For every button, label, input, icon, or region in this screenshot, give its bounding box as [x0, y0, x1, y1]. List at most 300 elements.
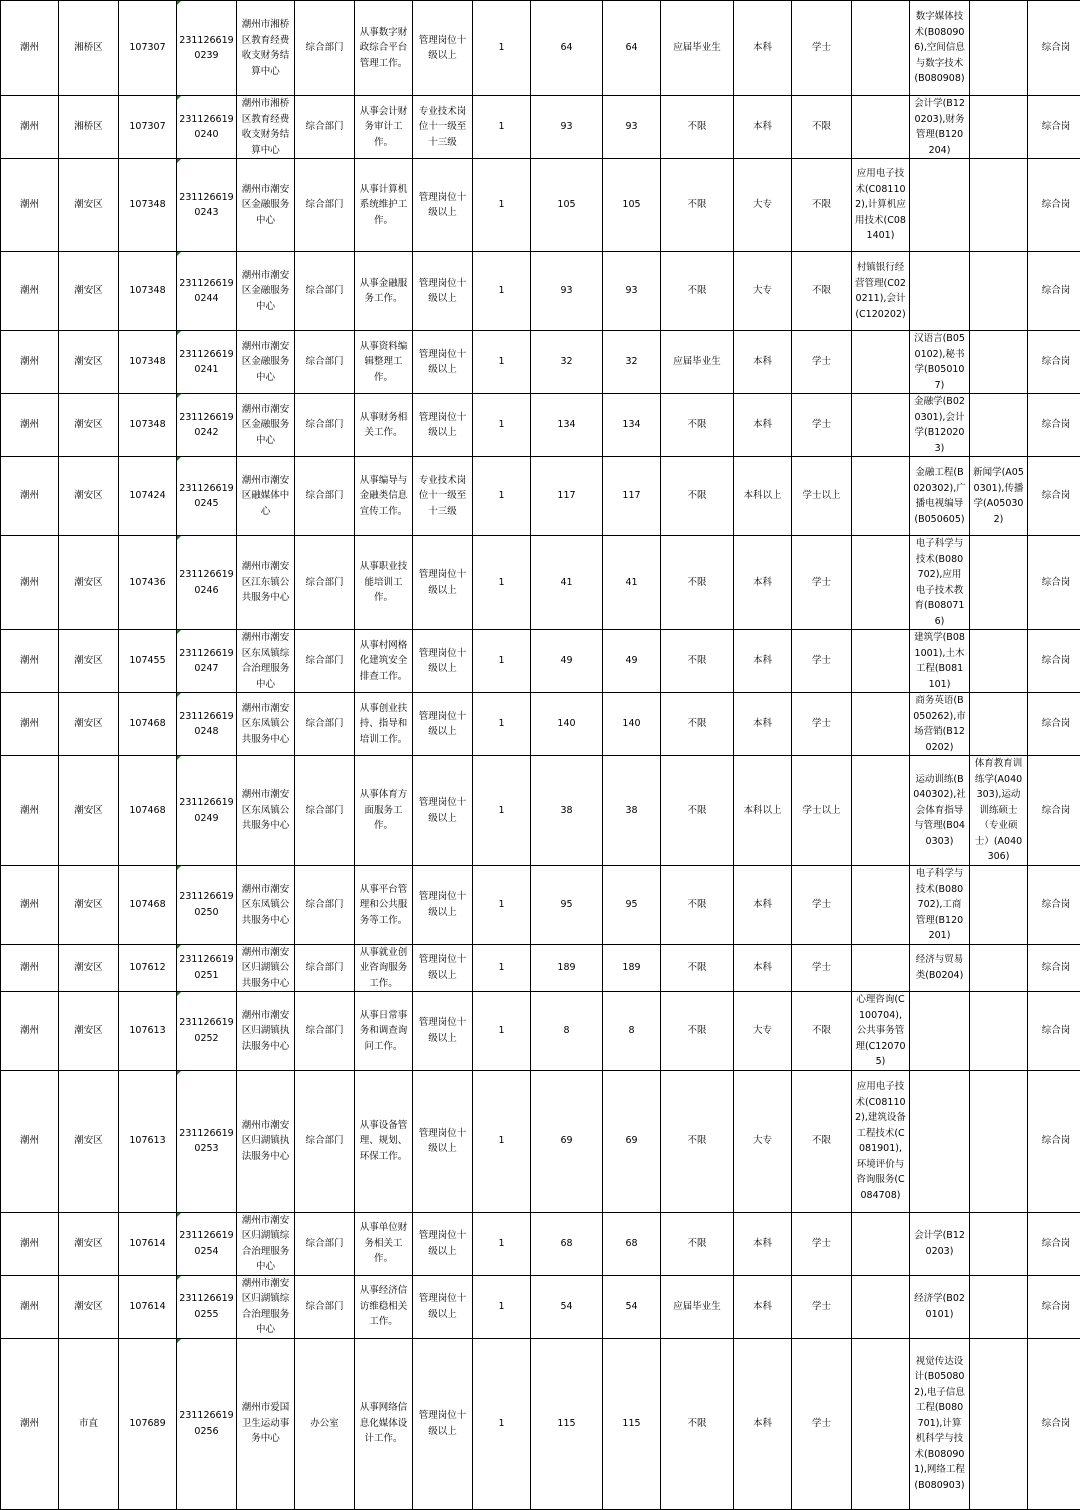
cell-major-b: 视觉传达设计(B050802),电子信息工程(B080701),计算机科学与技术(B080901),网络工程(B080903)	[910, 1338, 970, 1509]
cell-position-code: 2311266190244	[177, 252, 237, 331]
table-row	[1, 252, 1080, 331]
cell-duty: 从事财务相关工作。	[355, 394, 413, 457]
cell-district: 湘桥区	[59, 1, 119, 96]
cell-major-b: 会计学(B120203),财务管理(B120204)	[910, 96, 970, 159]
cell-exam: 综合岗	[1028, 693, 1080, 756]
cell-major-a	[970, 252, 1028, 331]
cell-c1: 8	[531, 992, 603, 1071]
cell-c2: 68	[603, 1212, 661, 1275]
cell-duty: 从事单位财务相关工作。	[355, 1212, 413, 1275]
cell-dept: 综合部门	[295, 96, 355, 159]
cell-degree: 不限	[792, 252, 852, 331]
cell-major-b	[910, 252, 970, 331]
cell-count: 1	[473, 394, 531, 457]
cell-count: 1	[473, 630, 531, 693]
table-row	[1, 394, 1080, 457]
cell-post-type: 专业技术岗位十一级至十三级	[413, 96, 473, 159]
cell-edu: 大专	[734, 252, 792, 331]
cell-edu: 本科	[734, 536, 792, 630]
cell-degree: 学士	[792, 630, 852, 693]
cell-post-type: 管理岗位十级以上	[413, 1338, 473, 1509]
cell-city: 潮州	[1, 331, 59, 394]
cell-post-type: 管理岗位十级以上	[413, 693, 473, 756]
cell-dept: 综合部门	[295, 944, 355, 992]
cell-unit-name: 潮州市潮安区东凤镇公共服务中心	[237, 693, 295, 756]
cell-unit-code: 107468	[119, 756, 177, 866]
cell-district: 潮安区	[59, 159, 119, 252]
cell-unit-code: 107307	[119, 96, 177, 159]
cell-count: 1	[473, 536, 531, 630]
cell-post-type: 管理岗位十级以上	[413, 536, 473, 630]
cell-c1: 41	[531, 536, 603, 630]
cell-unit-code: 107348	[119, 159, 177, 252]
cell-unit-name: 潮州市潮安区金融服务中心	[237, 159, 295, 252]
cell-major-b	[910, 1070, 970, 1212]
cell-target: 不限	[661, 1070, 734, 1212]
cell-district: 潮安区	[59, 331, 119, 394]
cell-major-c	[852, 96, 910, 159]
cell-post-type: 管理岗位十级以上	[413, 394, 473, 457]
cell-c2: 117	[603, 457, 661, 536]
cell-duty: 从事日常事务和调查询问工作。	[355, 992, 413, 1071]
table-row	[1, 1338, 1080, 1509]
cell-exam: 综合岗	[1028, 1212, 1080, 1275]
cell-major-b: 电子科学与技术(B080702),应用电子技术教育(B080716)	[910, 536, 970, 630]
cell-duty: 从事数字财政综合平台管理工作。	[355, 1, 413, 96]
cell-major-a	[970, 992, 1028, 1071]
cell-major-b: 会计学(B120203)	[910, 1212, 970, 1275]
cell-major-c	[852, 866, 910, 945]
cell-duty: 从事创业扶持、指导和培训工作。	[355, 693, 413, 756]
cell-degree: 学士以上	[792, 457, 852, 536]
cell-duty: 从事村网格化建筑安全排查工作。	[355, 630, 413, 693]
cell-degree: 学士	[792, 693, 852, 756]
cell-unit-name: 潮州市潮安区归湖镇执法服务中心	[237, 1070, 295, 1212]
cell-c1: 32	[531, 331, 603, 394]
cell-city: 潮州	[1, 1070, 59, 1212]
cell-city: 潮州	[1, 992, 59, 1071]
cell-c2: 115	[603, 1338, 661, 1509]
cell-count: 1	[473, 992, 531, 1071]
cell-unit-code: 107614	[119, 1212, 177, 1275]
cell-count: 1	[473, 96, 531, 159]
cell-dept: 综合部门	[295, 1, 355, 96]
cell-district: 潮安区	[59, 944, 119, 992]
cell-city: 潮州	[1, 1, 59, 96]
cell-city: 潮州	[1, 536, 59, 630]
cell-target: 不限	[661, 536, 734, 630]
cell-exam: 综合岗	[1028, 992, 1080, 1071]
cell-major-a	[970, 536, 1028, 630]
cell-target: 应届毕业生	[661, 331, 734, 394]
cell-c1: 93	[531, 96, 603, 159]
cell-city: 潮州	[1, 394, 59, 457]
cell-edu: 本科	[734, 1275, 792, 1338]
cell-major-a	[970, 394, 1028, 457]
cell-edu: 本科以上	[734, 457, 792, 536]
cell-exam: 综合岗	[1028, 1338, 1080, 1509]
cell-major-b: 金融学(B020301),会计学(B120203)	[910, 394, 970, 457]
cell-duty: 从事经济信访维稳相关工作。	[355, 1275, 413, 1338]
cell-exam: 综合岗	[1028, 394, 1080, 457]
cell-district: 潮安区	[59, 693, 119, 756]
cell-major-a	[970, 331, 1028, 394]
cell-duty: 从事体育方面服务工作。	[355, 756, 413, 866]
cell-unit-code: 107614	[119, 1275, 177, 1338]
cell-major-b: 数字媒体技术(B080906),空间信息与数字技术(B080908)	[910, 1, 970, 96]
cell-degree: 学士	[792, 331, 852, 394]
cell-c2: 93	[603, 96, 661, 159]
cell-major-a	[970, 1070, 1028, 1212]
cell-target: 不限	[661, 159, 734, 252]
cell-c1: 54	[531, 1275, 603, 1338]
cell-post-type: 专业技术岗位十一级至十三级	[413, 457, 473, 536]
cell-count: 1	[473, 252, 531, 331]
cell-degree: 学士	[792, 536, 852, 630]
cell-c1: 140	[531, 693, 603, 756]
cell-edu: 本科	[734, 944, 792, 992]
cell-position-code: 2311266190252	[177, 992, 237, 1071]
cell-position-code: 2311266190246	[177, 536, 237, 630]
cell-c2: 38	[603, 756, 661, 866]
cell-exam: 综合岗	[1028, 1275, 1080, 1338]
cell-position-code: 2311266190249	[177, 756, 237, 866]
cell-position-code: 2311266190254	[177, 1212, 237, 1275]
cell-edu: 本科	[734, 331, 792, 394]
cell-major-a	[970, 1338, 1028, 1509]
cell-unit-code: 107455	[119, 630, 177, 693]
table-row	[1, 756, 1080, 866]
cell-target: 不限	[661, 457, 734, 536]
cell-edu: 大专	[734, 992, 792, 1071]
cell-unit-code: 107468	[119, 866, 177, 945]
table-row	[1, 331, 1080, 394]
cell-major-c	[852, 1275, 910, 1338]
cell-city: 潮州	[1, 866, 59, 945]
cell-edu: 大专	[734, 1070, 792, 1212]
cell-major-b	[910, 992, 970, 1071]
cell-edu: 本科	[734, 394, 792, 457]
cell-major-c: 应用电子技术(C081102),建筑设备工程技术(C081901),环境评价与咨询服务(C084708)	[852, 1070, 910, 1212]
cell-major-b: 建筑学(B081001),土木工程(B081101)	[910, 630, 970, 693]
cell-major-a	[970, 1212, 1028, 1275]
cell-degree: 学士	[792, 1275, 852, 1338]
cell-city: 潮州	[1, 457, 59, 536]
cell-target: 不限	[661, 630, 734, 693]
cell-c1: 49	[531, 630, 603, 693]
cell-post-type: 管理岗位十级以上	[413, 1, 473, 96]
cell-unit-code: 107612	[119, 944, 177, 992]
cell-dept: 综合部门	[295, 756, 355, 866]
cell-district: 潮安区	[59, 457, 119, 536]
cell-count: 1	[473, 693, 531, 756]
cell-exam: 综合岗	[1028, 944, 1080, 992]
cell-position-code: 2311266190247	[177, 630, 237, 693]
cell-edu: 本科以上	[734, 756, 792, 866]
table-row	[1, 457, 1080, 536]
cell-district: 潮安区	[59, 536, 119, 630]
cell-major-b: 经济与贸易类(B0204)	[910, 944, 970, 992]
cell-c1: 68	[531, 1212, 603, 1275]
cell-c1: 64	[531, 1, 603, 96]
cell-exam: 综合岗	[1028, 536, 1080, 630]
cell-duty: 从事编导与金融类信息宣传工作。	[355, 457, 413, 536]
cell-unit-name: 潮州市潮安区金融服务中心	[237, 252, 295, 331]
cell-duty: 从事计算机系统维护工作。	[355, 159, 413, 252]
cell-district: 潮安区	[59, 252, 119, 331]
cell-unit-name: 潮州市潮安区归湖镇综合治理服务中心	[237, 1275, 295, 1338]
cell-district: 潮安区	[59, 1275, 119, 1338]
cell-c2: 140	[603, 693, 661, 756]
cell-edu: 本科	[734, 1212, 792, 1275]
cell-unit-code: 107689	[119, 1338, 177, 1509]
cell-duty: 从事设备管理、规划、环保工作。	[355, 1070, 413, 1212]
cell-dept: 办公室	[295, 1338, 355, 1509]
cell-unit-name: 潮州市潮安区东凤镇公共服务中心	[237, 756, 295, 866]
cell-unit-name: 潮州市潮安区归湖镇综合治理服务中心	[237, 1212, 295, 1275]
cell-c2: 134	[603, 394, 661, 457]
cell-unit-code: 107613	[119, 992, 177, 1071]
cell-major-b: 汉语言(B050102),秘书学(B050107)	[910, 331, 970, 394]
cell-major-c: 应用电子技术(C081102),计算机应用技术(C081401)	[852, 159, 910, 252]
cell-target: 不限	[661, 756, 734, 866]
cell-edu: 本科	[734, 1338, 792, 1509]
cell-unit-name: 潮州市潮安区江东镇公共服务中心	[237, 536, 295, 630]
cell-major-b: 电子科学与技术(B080702),工商管理(B120201)	[910, 866, 970, 945]
cell-count: 1	[473, 457, 531, 536]
table-row	[1, 866, 1080, 945]
cell-major-c	[852, 331, 910, 394]
cell-position-code: 2311266190242	[177, 394, 237, 457]
cell-duty: 从事职业技能培训工作。	[355, 536, 413, 630]
cell-target: 不限	[661, 394, 734, 457]
cell-dept: 综合部门	[295, 331, 355, 394]
cell-duty: 从事就业创业咨询服务工作。	[355, 944, 413, 992]
cell-city: 潮州	[1, 944, 59, 992]
cell-c2: 49	[603, 630, 661, 693]
cell-degree: 学士	[792, 866, 852, 945]
cell-major-c	[852, 457, 910, 536]
cell-degree: 学士	[792, 1212, 852, 1275]
cell-degree: 不限	[792, 1070, 852, 1212]
cell-major-a	[970, 159, 1028, 252]
cell-position-code: 2311266190256	[177, 1338, 237, 1509]
cell-c1: 134	[531, 394, 603, 457]
cell-exam: 综合岗	[1028, 252, 1080, 331]
cell-count: 1	[473, 1, 531, 96]
cell-target: 不限	[661, 992, 734, 1071]
cell-edu: 本科	[734, 693, 792, 756]
cell-dept: 综合部门	[295, 1275, 355, 1338]
cell-dept: 综合部门	[295, 394, 355, 457]
cell-position-code: 2311266190241	[177, 331, 237, 394]
table-row	[1, 1212, 1080, 1275]
cell-unit-name: 潮州市潮安区金融服务中心	[237, 394, 295, 457]
cell-unit-name: 潮州市湘桥区教育经费收支财务结算中心	[237, 1, 295, 96]
cell-major-a	[970, 944, 1028, 992]
cell-c1: 38	[531, 756, 603, 866]
cell-city: 潮州	[1, 1212, 59, 1275]
cell-target: 不限	[661, 944, 734, 992]
cell-dept: 综合部门	[295, 1212, 355, 1275]
cell-major-a	[970, 693, 1028, 756]
cell-degree: 不限	[792, 992, 852, 1071]
cell-edu: 本科	[734, 630, 792, 693]
cell-unit-code: 107348	[119, 252, 177, 331]
cell-count: 1	[473, 159, 531, 252]
cell-count: 1	[473, 1275, 531, 1338]
cell-count: 1	[473, 1338, 531, 1509]
cell-position-code: 2311266190253	[177, 1070, 237, 1212]
cell-edu: 本科	[734, 866, 792, 945]
cell-target: 应届毕业生	[661, 1, 734, 96]
cell-post-type: 管理岗位十级以上	[413, 630, 473, 693]
cell-position-code: 2311266190248	[177, 693, 237, 756]
cell-post-type: 管理岗位十级以上	[413, 1070, 473, 1212]
table-row	[1, 1275, 1080, 1338]
cell-major-b: 经济学(B020101)	[910, 1275, 970, 1338]
cell-count: 1	[473, 1070, 531, 1212]
cell-exam: 综合岗	[1028, 457, 1080, 536]
cell-target: 不限	[661, 1212, 734, 1275]
cell-c2: 41	[603, 536, 661, 630]
cell-unit-code: 107348	[119, 394, 177, 457]
cell-dept: 综合部门	[295, 693, 355, 756]
cell-major-a	[970, 866, 1028, 945]
cell-degree: 学士	[792, 394, 852, 457]
table-row	[1, 96, 1080, 159]
cell-city: 潮州	[1, 630, 59, 693]
cell-unit-name: 潮州市爱国卫生运动事务中心	[237, 1338, 295, 1509]
cell-exam: 综合岗	[1028, 866, 1080, 945]
cell-c2: 93	[603, 252, 661, 331]
cell-position-code: 2311266190255	[177, 1275, 237, 1338]
table-row	[1, 1070, 1080, 1212]
cell-dept: 综合部门	[295, 159, 355, 252]
cell-major-b	[910, 159, 970, 252]
cell-post-type: 管理岗位十级以上	[413, 756, 473, 866]
cell-c2: 105	[603, 159, 661, 252]
cell-major-a	[970, 1, 1028, 96]
cell-degree: 学士以上	[792, 756, 852, 866]
cell-post-type: 管理岗位十级以上	[413, 992, 473, 1071]
cell-major-c	[852, 1338, 910, 1509]
cell-c2: 95	[603, 866, 661, 945]
cell-major-b: 金融工程(B020302),广播电视编导(B050605)	[910, 457, 970, 536]
cell-c1: 69	[531, 1070, 603, 1212]
cell-edu: 本科	[734, 96, 792, 159]
cell-post-type: 管理岗位十级以上	[413, 866, 473, 945]
cell-degree: 不限	[792, 96, 852, 159]
cell-c2: 69	[603, 1070, 661, 1212]
cell-post-type: 管理岗位十级以上	[413, 1212, 473, 1275]
cell-unit-name: 潮州市湘桥区教育经费收支财务结算中心	[237, 96, 295, 159]
cell-major-c	[852, 630, 910, 693]
cell-c2: 8	[603, 992, 661, 1071]
cell-city: 潮州	[1, 159, 59, 252]
cell-major-c	[852, 394, 910, 457]
cell-major-c	[852, 1, 910, 96]
cell-district: 潮安区	[59, 1070, 119, 1212]
cell-c2: 64	[603, 1, 661, 96]
cell-c2: 189	[603, 944, 661, 992]
cell-duty: 从事网络信息化媒体设计工作。	[355, 1338, 413, 1509]
cell-major-c	[852, 693, 910, 756]
cell-district: 湘桥区	[59, 96, 119, 159]
cell-c1: 95	[531, 866, 603, 945]
cell-district: 潮安区	[59, 630, 119, 693]
cell-unit-code: 107613	[119, 1070, 177, 1212]
cell-city: 潮州	[1, 693, 59, 756]
cell-duty: 从事平台管理和公共服务等工作。	[355, 866, 413, 945]
cell-major-a	[970, 96, 1028, 159]
cell-district: 市直	[59, 1338, 119, 1509]
cell-major-a: 体育教育训练学(A040303),运动训练硕士（专业硕士）(A040306)	[970, 756, 1028, 866]
cell-exam: 综合岗	[1028, 756, 1080, 866]
cell-major-c	[852, 756, 910, 866]
cell-district: 潮安区	[59, 992, 119, 1071]
cell-exam: 综合岗	[1028, 96, 1080, 159]
cell-exam: 综合岗	[1028, 159, 1080, 252]
cell-major-b: 商务英语(B050262),市场营销(B120202)	[910, 693, 970, 756]
cell-unit-name: 潮州市潮安区归湖镇公共服务中心	[237, 944, 295, 992]
cell-position-code: 2311266190239	[177, 1, 237, 96]
cell-unit-code: 107307	[119, 1, 177, 96]
cell-count: 1	[473, 866, 531, 945]
table-body	[1, 1, 1080, 1510]
cell-degree: 学士	[792, 1338, 852, 1509]
table-row	[1, 992, 1080, 1071]
cell-degree: 学士	[792, 944, 852, 992]
cell-position-code: 2311266190250	[177, 866, 237, 945]
cell-duty: 从事资料编辑整理工作。	[355, 331, 413, 394]
cell-major-c: 村镇银行经营管理(C020211),会计(C120202)	[852, 252, 910, 331]
cell-position-code: 2311266190245	[177, 457, 237, 536]
cell-target: 应届毕业生	[661, 1275, 734, 1338]
cell-edu: 大专	[734, 159, 792, 252]
table-row	[1, 159, 1080, 252]
cell-degree: 不限	[792, 159, 852, 252]
cell-dept: 综合部门	[295, 1070, 355, 1212]
cell-major-c	[852, 536, 910, 630]
cell-dept: 综合部门	[295, 866, 355, 945]
cell-post-type: 管理岗位十级以上	[413, 944, 473, 992]
table-row	[1, 536, 1080, 630]
cell-count: 1	[473, 1212, 531, 1275]
cell-unit-code: 107424	[119, 457, 177, 536]
cell-target: 不限	[661, 866, 734, 945]
cell-count: 1	[473, 331, 531, 394]
cell-unit-code: 107468	[119, 693, 177, 756]
cell-city: 潮州	[1, 756, 59, 866]
cell-c2: 54	[603, 1275, 661, 1338]
cell-c1: 93	[531, 252, 603, 331]
cell-dept: 综合部门	[295, 630, 355, 693]
cell-district: 潮安区	[59, 756, 119, 866]
cell-dept: 综合部门	[295, 536, 355, 630]
cell-unit-code: 107348	[119, 331, 177, 394]
cell-duty: 从事金融服务工作。	[355, 252, 413, 331]
cell-major-c	[852, 944, 910, 992]
table-row	[1, 693, 1080, 756]
cell-exam: 综合岗	[1028, 1, 1080, 96]
cell-edu: 本科	[734, 1, 792, 96]
cell-unit-name: 潮州市潮安区融媒体中心	[237, 457, 295, 536]
cell-c1: 189	[531, 944, 603, 992]
cell-c1: 105	[531, 159, 603, 252]
cell-city: 潮州	[1, 1275, 59, 1338]
cell-city: 潮州	[1, 96, 59, 159]
